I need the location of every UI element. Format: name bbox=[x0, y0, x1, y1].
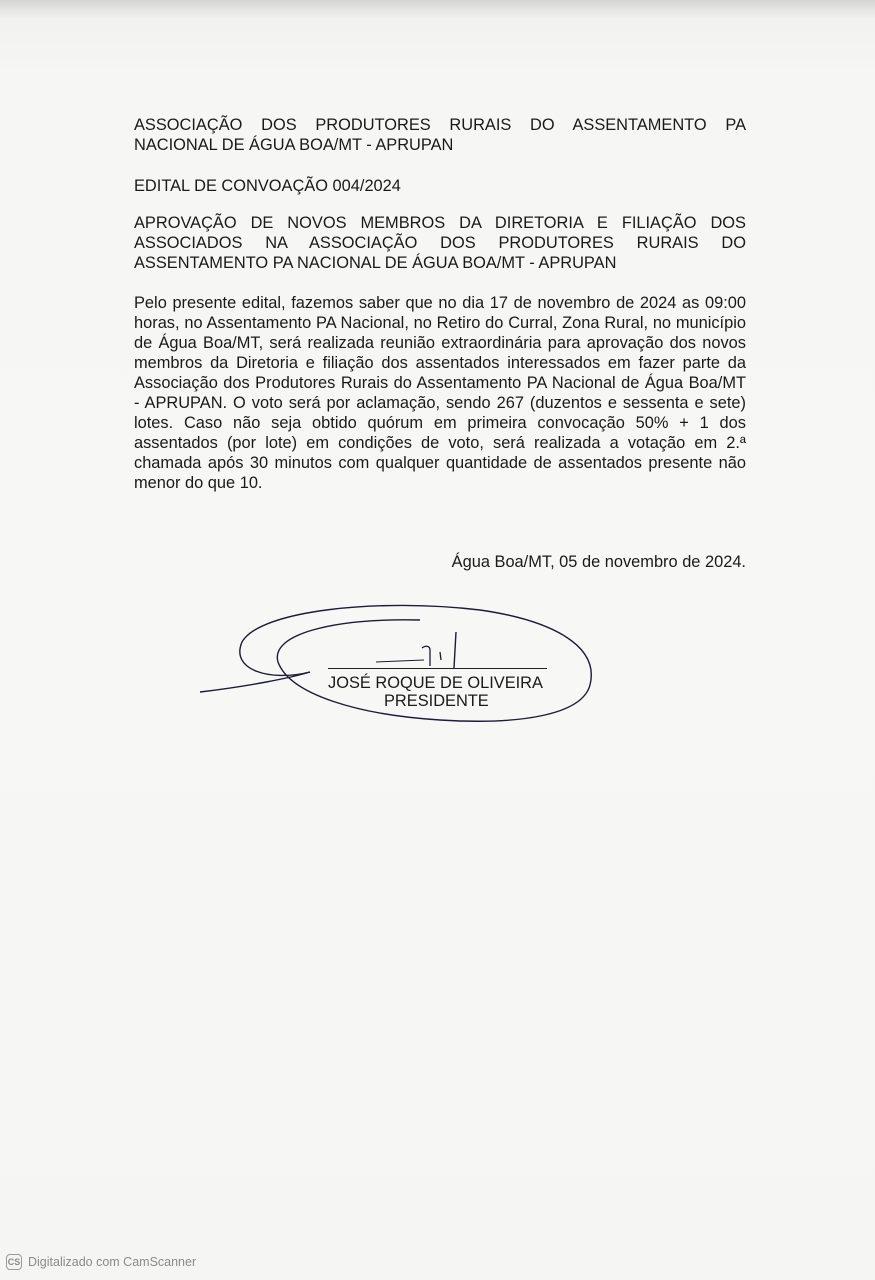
camscanner-logo-icon: CS bbox=[6, 1254, 22, 1270]
association-header: ASSOCIAÇÃO DOS PRODUTORES RURAIS DO ASSENTAMENTO PA NACIONAL DE ÁGUA BOA/MT - APRUPAN bbox=[134, 116, 746, 154]
camscanner-watermark-text: Digitalizado com CamScanner bbox=[28, 1255, 197, 1269]
handwritten-signature bbox=[190, 590, 610, 740]
signer-title: PRESIDENTE bbox=[384, 692, 489, 710]
camscanner-footer bbox=[6, 1254, 196, 1270]
scan-edge-shadow bbox=[0, 0, 875, 18]
edital-number: EDITAL DE CONVOAÇÃO 004/2024 bbox=[134, 177, 401, 195]
signer-name: JOSÉ ROQUE DE OLIVEIRA bbox=[328, 674, 543, 692]
place-and-date: Água Boa/MT, 05 de novembro de 2024. bbox=[451, 553, 746, 571]
signature-line bbox=[328, 668, 547, 669]
edital-body: Pelo presente edital, fazemos saber que no dia 17 de novembro de 2024 as 09:00 horas, no Assentamento PA Nacional, no Retiro do Curral, Zona Rural, no município de Água Boa/MT, será realizada reunião extraordinária para aprovação dos novos membros da Diretoria e filiação dos assentados interessados em fazer parte da Associação dos Produtores Rurais do Assentamento PA Nacional de Água Boa/MT - APRUPAN. O voto será por aclamação, sendo 267 (duzentos e sessenta e sete) lotes. Caso não seja obtido quórum em primeira convocação 50% + 1 dos assentados (por lote) em condições de voto, será realizada a votação em 2.ª chamada após 30 minutos com qualquer quantidade de assentados presente não menor do que 10. bbox=[134, 294, 746, 492]
edital-subject: APROVAÇÃO DE NOVOS MEMBROS DA DIRETORIA E FILIAÇÃO DOS ASSOCIADOS NA ASSOCIAÇÃO DOS PRODUTORES RURAIS DO ASSENTAMENTO PA NACIONAL DE ÁGUA BOA/MT - APRUPAN bbox=[134, 214, 746, 272]
